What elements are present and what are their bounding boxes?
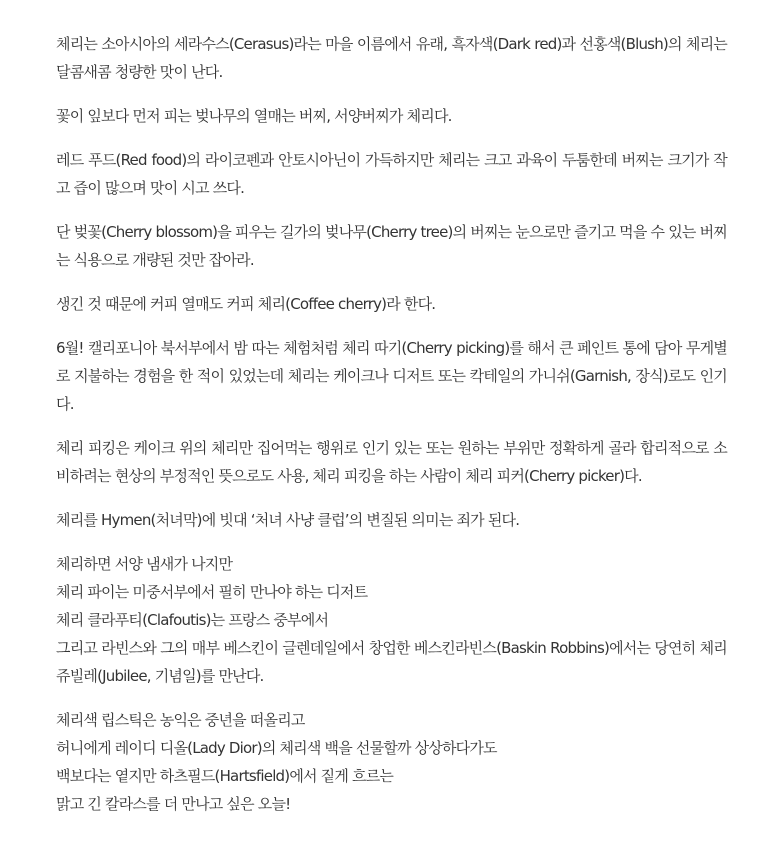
text-line: 체리색 립스틱은 농익은 중년을 떠올리고 [56,711,305,729]
paragraph-red-food: 레드 푸드(Red food)의 라이코펜과 안토시아닌이 가득하지만 체리는 크고 과육이 두툼한데 버찌는 크기가 작고 즙이 많으며 맛이 시고 쓰다. [56,151,727,197]
paragraph-cherry-desserts [56,550,727,690]
paragraph-cherry-color [56,706,727,818]
paragraph-hymen: 체리를 Hymen(처녀막)에 빗대 ‘처녀 사냥 클럽’의 변질된 의미는 죄가 된다. [56,511,520,529]
paragraph-cherry-picking-meaning: 체리 피킹은 케이크 위의 체리만 집어먹는 행위로 인기 있는 또는 원하는 부위만 정확하게 골라 합리적으로 소비하려는 현상의 부정적인 뜻으로도 사용, 체리 피킹을 하는 사람이 체리 피커(Cherry picker)다. [56,439,727,485]
text-line: 체리 클라푸티(Clafoutis)는 프랑스 중부에서 [56,611,329,629]
paragraph-cherry-tree: 단 벚꽃(Cherry blossom)을 피우는 길가의 벚나무(Cherry tree)의 버찌는 눈으로만 즐기고 먹을 수 있는 버찌는 식용으로 개량된 것만 잡아라. [56,223,727,269]
text-line: 체리 파이는 미중서부에서 필히 만나야 하는 디저트 [56,583,368,601]
paragraph-cherry-origin: 체리는 소아시아의 세라수스(Cerasus)라는 마을 이름에서 유래, 흑자색(Dark red)과 선홍색(Blush)의 체리는 달콤새콤 청량한 맛이 난다. [56,35,727,81]
paragraph-coffee-cherry: 생긴 것 때문에 커피 열매도 커피 체리(Coffee cherry)라 한다. [56,295,436,313]
text-line: 맑고 긴 칼라스를 더 만나고 싶은 오늘! [56,795,291,813]
text-line: 백보다는 옅지만 하츠필드(Hartsfield)에서 짙게 흐르는 [56,767,394,785]
text-line: 그리고 라빈스와 그의 매부 베스킨이 글렌데일에서 창업한 베스킨라빈스(Baskin Robbins)에서는 당연히 체리 쥬빌레(Jubilee, 기념일)를 만난다. [56,639,727,685]
paragraph-cherry-picking-experience: 6월! 캘리포니아 북서부에서 밤 따는 체험처럼 체리 따기(Cherry picking)를 해서 큰 페인트 통에 담아 무게별로 지불하는 경험을 한 적이 있었는데 체리는 케이크나 디저트 또는 칵테일의 가니쉬(Garnish, 장식)로도 인기다. [56,339,727,413]
text-line: 체리하면 서양 냄새가 나지만 [56,555,233,573]
paragraph-cherry-blossom-fruit: 꽃이 잎보다 먼저 피는 벚나무의 열매는 버찌, 서양버찌가 체리다. [56,107,452,125]
text-line: 허니에게 레이디 디올(Lady Dior)의 체리색 백을 선물할까 상상하다가도 [56,739,497,757]
